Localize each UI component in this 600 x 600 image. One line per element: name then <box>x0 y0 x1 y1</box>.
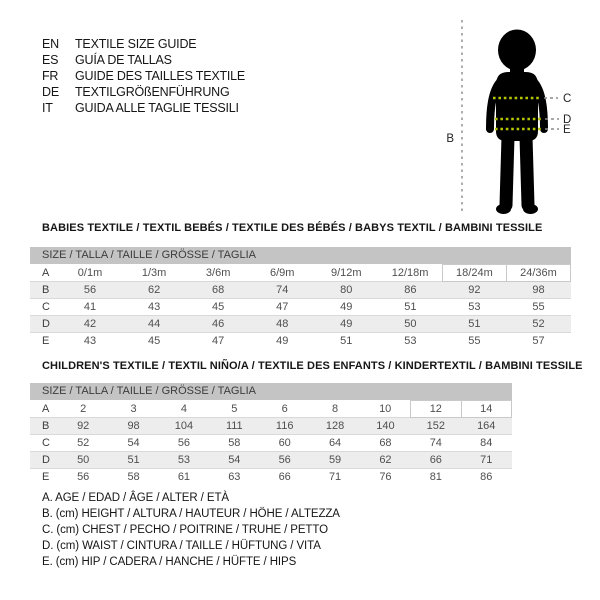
table-row <box>30 452 512 469</box>
table-cell: 3/6m <box>205 266 231 279</box>
table-cell: 81 <box>429 471 442 483</box>
table-cell: 98 <box>532 284 545 296</box>
table-cell: 48 <box>276 318 289 330</box>
table-cell: 74 <box>429 437 442 449</box>
row-label: B <box>42 420 50 432</box>
table-cell: 92 <box>468 284 481 296</box>
table-cell: 55 <box>468 335 481 347</box>
table-cell: 51 <box>468 318 481 330</box>
table-cell: 42 <box>83 318 97 330</box>
table-cell: 9/12m <box>330 266 362 279</box>
lang-row-fr <box>42 68 245 84</box>
lang-row-es <box>42 52 245 68</box>
table-row <box>30 316 571 333</box>
table-cell: 58 <box>228 437 241 449</box>
table-cell: 61 <box>177 471 191 483</box>
row-label: A <box>42 266 50 279</box>
table-row <box>30 401 512 418</box>
table-cell: 164 <box>477 420 496 432</box>
lang-row-it <box>42 100 245 116</box>
child-silhouette-figure <box>430 12 590 227</box>
table-cell: 111 <box>225 420 243 432</box>
table-cell: 60 <box>278 437 291 449</box>
table-cell: 8 <box>332 402 339 415</box>
legend-line-waist: D. (cm) WAIST / CINTURA / TAILLE / HÜFTUNG / VITA <box>42 540 321 552</box>
legend-line-height: B. (cm) HEIGHT / ALTURA / HAUTEUR / HÖHE / ALTEZZA <box>42 508 340 520</box>
row-label: E <box>42 471 50 483</box>
table-cell: 47 <box>276 301 289 313</box>
lang-code: ES <box>42 53 59 67</box>
row-label: C <box>42 437 50 449</box>
child-silhouette <box>490 30 544 215</box>
table-cell: 1/3m <box>141 266 167 279</box>
table-cell: 68 <box>379 437 392 449</box>
table-cell: 66 <box>429 454 442 466</box>
row-label: E <box>42 335 50 347</box>
table-cell: 56 <box>77 471 90 483</box>
table-row <box>30 299 571 316</box>
lang-label: GUIDE DES TAILLES TEXTILE <box>75 69 246 83</box>
table-cell: 0/1m <box>77 266 103 279</box>
table-cell: 62 <box>379 454 392 466</box>
table-cell: 52 <box>77 437 90 449</box>
lang-label: GUÍA DE TALLAS <box>75 53 172 67</box>
table-cell: 53 <box>177 454 191 466</box>
table-cell: 10 <box>379 402 392 415</box>
lang-code: IT <box>42 101 53 115</box>
height-label: B <box>446 133 454 145</box>
table-cell: 56 <box>177 437 191 449</box>
table-cell: 51 <box>127 454 140 466</box>
waist-label: D <box>563 114 572 126</box>
table-cell: 50 <box>77 454 90 466</box>
table-row <box>30 282 571 299</box>
table-cell: 46 <box>212 318 225 330</box>
table-cell: 104 <box>174 420 194 432</box>
table-cell: 84 <box>480 437 493 449</box>
table-cell: 56 <box>83 284 97 296</box>
table-cell: 57 <box>532 335 545 347</box>
legend-line-chest: C. (cm) CHEST / PECHO / POITRINE / TRUHE / PETTO <box>42 524 328 536</box>
table-cell: 18/24m <box>442 265 506 282</box>
table-cell: 49 <box>340 318 353 330</box>
table-cell: 51 <box>404 301 417 313</box>
table-cell: 49 <box>276 335 289 347</box>
table-cell: 62 <box>147 284 161 296</box>
children-section-title: CHILDREN'S TEXTILE / TEXTIL NIÑO/A / TEXTILE DES ENFANTS / KINDERTEXTIL / BAMBINI TESSILE <box>42 360 583 372</box>
table-cell: 74 <box>276 284 289 296</box>
row-label: A <box>42 402 50 415</box>
table-cell: 50 <box>404 318 417 330</box>
table-cell: 45 <box>212 301 225 313</box>
lang-label: GUIDA ALLE TAGLIE TESSILI <box>75 101 239 115</box>
babies-table-header: SIZE / TALLA / TAILLE / GRÖSSE / TAGLIA <box>30 247 571 264</box>
table-cell: 92 <box>77 420 90 432</box>
table-cell: 59 <box>328 454 342 466</box>
hip-label: E <box>563 124 571 136</box>
table-cell: 55 <box>532 301 545 313</box>
lang-code: DE <box>42 85 59 99</box>
table-cell: 6/9m <box>269 266 295 279</box>
table-cell: 5 <box>231 402 238 415</box>
table-cell: 86 <box>480 471 493 483</box>
table-cell: 66 <box>278 471 291 483</box>
table-cell: 24/36m <box>506 265 570 282</box>
table-row <box>30 418 512 435</box>
table-cell: 6 <box>281 402 288 415</box>
table-cell: 54 <box>127 437 140 449</box>
children-table-header: SIZE / TALLA / TAILLE / GRÖSSE / TAGLIA <box>30 383 512 400</box>
table-cell: 56 <box>278 454 291 466</box>
table-cell: 53 <box>468 301 481 313</box>
lang-label: TEXTILE SIZE GUIDE <box>75 37 197 51</box>
table-cell: 12/18m <box>391 266 429 279</box>
lang-row-en <box>42 36 245 52</box>
lang-label: TEXTILGRÖßENFÜHRUNG <box>75 85 230 99</box>
row-label: D <box>42 318 50 330</box>
table-cell: 76 <box>379 471 392 483</box>
table-cell: 116 <box>275 420 294 432</box>
language-guide <box>42 36 245 116</box>
children-size-table <box>30 383 512 485</box>
table-cell: 140 <box>376 420 395 432</box>
table-cell: 47 <box>212 335 225 347</box>
table-cell: 51 <box>340 335 353 347</box>
table-row <box>30 435 512 452</box>
table-cell: 2 <box>80 402 87 415</box>
row-label: D <box>42 454 50 466</box>
table-cell: 43 <box>147 301 161 313</box>
table-cell: 4 <box>180 402 187 415</box>
table-cell: 71 <box>328 471 342 483</box>
measurement-legend <box>42 490 340 570</box>
table-row <box>30 469 512 486</box>
table-cell: 80 <box>340 284 353 296</box>
table-cell: 63 <box>228 471 241 483</box>
legend-line-age: A. AGE / EDAD / ÂGE / ALTER / ETÀ <box>42 492 229 504</box>
table-row <box>30 333 571 350</box>
table-cell: 44 <box>147 318 161 330</box>
table-cell: 54 <box>228 454 241 466</box>
legend-line-hip: E. (cm) HIP / CADERA / HANCHE / HÜFTE / HIPS <box>42 556 297 568</box>
table-cell: 98 <box>127 420 140 432</box>
table-cell: 45 <box>147 335 161 347</box>
table-cell: 53 <box>404 335 417 347</box>
table-cell: 68 <box>212 284 225 296</box>
row-label: B <box>42 284 50 296</box>
table-cell: 43 <box>83 335 97 347</box>
babies-size-table <box>30 247 571 349</box>
table-cell: 14 <box>461 401 512 418</box>
table-cell: 12 <box>411 401 461 418</box>
lang-code: FR <box>42 69 59 83</box>
lang-row-de <box>42 84 245 100</box>
table-cell: 71 <box>480 454 493 466</box>
table-row <box>30 265 571 282</box>
table-cell: 128 <box>325 420 345 432</box>
chest-label: C <box>563 93 572 105</box>
table-cell: 49 <box>340 301 353 313</box>
table-cell: 152 <box>426 420 445 432</box>
table-cell: 3 <box>130 402 137 415</box>
lang-code: EN <box>42 37 59 51</box>
table-cell: 64 <box>328 437 342 449</box>
row-label: C <box>42 301 50 313</box>
table-cell: 52 <box>532 318 545 330</box>
babies-section-title: BABIES TEXTILE / TEXTIL BEBÉS / TEXTILE DES BÉBÉS / BABYS TEXTIL / BAMBINI TESSILE <box>42 222 543 234</box>
table-cell: 41 <box>83 301 97 313</box>
table-cell: 86 <box>404 284 417 296</box>
table-cell: 58 <box>127 471 140 483</box>
